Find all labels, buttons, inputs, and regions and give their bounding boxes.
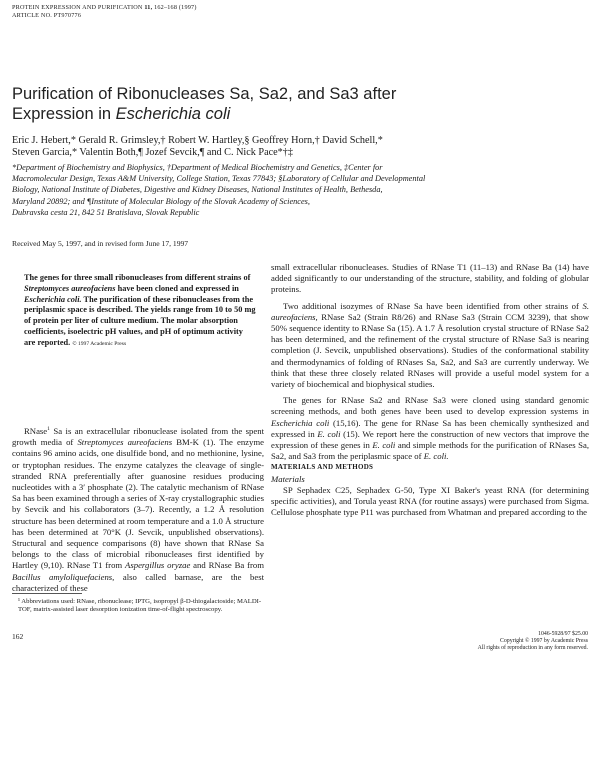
affiliation-line-1: *Department of Biochemistry and Biophysics, †Department of Medical Biochemistry and Genetics, ‡Center for: [12, 163, 383, 172]
intro-text-c: BM-K (1). The enzyme contains 96 amino acids, one disulfide bond, and no methionine, lysine, or tryptophan residues. The enzyme catalyzes the cleavage of single-stranded RNA preferentially after guanosine residues producing nucleotides with a 3′ phosphate (2). The catalytic mechanism of RNase Sa has been examined through a series of X-ray crystallographic studies by Sevcik and his collaborators (3–7). Recently, a 1.2 Å resolution structure has been determined at room temperature and a 1.0 Å structure has been determined at 70°K (J. Sevcik, unpublished observations). Structural and sequence comparisons (8) have shown that RNase Sa belongs to the class of microbial ribonucleases first identified by Hartley (9,10). RNase T1 from: [12, 437, 264, 571]
section-heading: MATERIALS AND METHODS: [271, 463, 374, 472]
running-head: [12, 4, 197, 20]
body-paragraph-4: SP Sephadex C25, Sephadex G-50, Type XI Baker's yeast RNA (for determining specific activities), and Torula yeast RNA (for routine assays) were purchased from Sigma. Cellulose phosphate type P11 was purchased from Whatman and prepared according to the: [271, 484, 589, 518]
p3-text-c: (15). We report here the construction of new vectors that improve the expression of these genes in: [271, 428, 589, 451]
author-list: [12, 135, 584, 160]
footnote-marker: 1: [47, 426, 50, 432]
abstract-organism-2: Escherichia coli.: [24, 294, 82, 304]
p3-text-b: (15,16). The gene for RNase Sa has been chemically synthesized and expressed in: [271, 417, 589, 439]
affiliation-line-4: Maryland 20892; and ¶Institute of Molecular Biology of the Slovak Academy of Sciences,: [12, 196, 310, 206]
title-prefix: Expression in: [12, 105, 116, 123]
intro-text-a: RNase: [24, 425, 48, 436]
title-line-2: [12, 104, 572, 124]
left-column: [12, 424, 264, 594]
authors-line-1: Eric J. Hebert,* Gerald R. Grimsley,† Robert W. Hartley,§ Geoffrey Horn,† David Schell,*: [12, 135, 383, 146]
intro-text-d: and RNase Ba from: [190, 560, 264, 571]
journal-name: PROTEIN EXPRESSION AND PURIFICATION: [12, 4, 143, 11]
p3-text-a: The genes for RNase Sa2 and RNase Sa3 were cloned using standard genomic screening methods, and both genes have been used to develop expression systems in: [271, 395, 589, 417]
page-number: 162: [12, 632, 24, 641]
abstract-organism-1: Streptomyces aureofaciens: [24, 283, 116, 293]
body-paragraph-3: [271, 395, 589, 462]
copyright-block: [366, 631, 588, 651]
p2-organism: S. aureofaciens,: [271, 300, 589, 322]
intro-organism-2: Aspergillus oryzae: [125, 560, 191, 571]
copyright-notice: Copyright © 1997 by Academic Press: [500, 637, 588, 644]
p2-text-b: RNase Sa2 (Strain R8/26) and RNase Sa3 (Strain CCM 3239), that show 50% sequence identity to RNase Sa (15). A 1.7 Å resolution crystal structure of RNase Sa2 has been determined, and the refinement of the crystal structure of RNase Sa3 is nearing completion (J. Sevcik, unpublished observations). Studies of the conformational stability and thermodynamics of folding of RNases Sa, Sa2, and Sa3 are currently underway. We think that these three closely related RNases will provide a useful model system for a variety of biochemical and biophysical studies.: [271, 311, 589, 390]
title-line-1: Purification of Ribonucleases Sa, Sa2, and Sa3 after: [12, 85, 397, 103]
p3-organism-4: E. coli.: [423, 451, 449, 462]
intro-organism-1: Streptomyces aureofaciens: [77, 437, 173, 448]
affiliation-line-2: Macromolecular Design, Texas A&M University, College Station, Texas 77843; §Laboratory of Cellular and Developmental: [12, 174, 426, 184]
body-paragraph-1: small extracellular ribonucleases. Studies of RNase T1 (11–13) and RNase Ba (14) have added significantly to our understanding of the structure, stability, and folding of globular proteins.: [271, 262, 589, 295]
article-number: ARTICLE NO. PT970776: [12, 12, 82, 19]
footnote: ¹ Abbreviations used: RNase, ribonuclease; IPTG, isopropyl β-D-thiogalactoside; MALDI-TOF, matrix-assisted laser desorption ionization time-of-flight spectroscopy.: [18, 598, 262, 614]
journal-line: [12, 4, 197, 12]
p3-organism-2: E. coli: [317, 428, 341, 439]
subsection-heading: Materials: [271, 473, 305, 484]
p3-text-d: and simple methods for the purification of RNases Sa, Sa2, and Sa3 from the periplasmic space of: [271, 440, 589, 462]
right-column: [271, 262, 589, 518]
affiliations: [12, 162, 584, 218]
p3-organism-1: Escherichia coli: [271, 417, 330, 428]
received-date: Received May 5, 1997, and in revised form June 17, 1997: [12, 239, 189, 248]
intro-text-e: also called barnase, are the best characterized of these: [12, 571, 264, 593]
abstract-text-1: The genes for three small ribonucleases from different strains of: [24, 273, 251, 282]
paper-title: [12, 84, 572, 124]
affiliation-line-5: Dubravska cesta 21, 842 51 Bratislava, Slovak Republic: [12, 207, 200, 217]
issn-price: 1046-5928/97 $25.00: [538, 631, 588, 637]
intro-text-b: Sa is an extracellular ribonuclease isolated from the spent growth media of: [12, 425, 264, 448]
affiliation-line-3: Biology, National Institute of Diabetes, Digestive and Kidney Diseases, National Institutes of Health, Bethesda,: [12, 185, 383, 195]
intro-organism-3: Bacillus amyloliquefaciens,: [12, 571, 115, 582]
footnote-rule: [12, 593, 82, 594]
abstract-text-3: The purification of these ribonucleases from the periplasmic space is described. The yields range from 10 to 50 mg of protein per liter of culture medium. The molar absorption coefficients, isoelectric pH values, and pH of optimum activity are reported.: [24, 294, 256, 347]
p2-text-a: Two additional isozymes of RNase Sa have been identified from other strains of: [283, 300, 583, 311]
abstract: [24, 273, 256, 350]
rights-notice: All rights of reproduction in any form reserved.: [477, 644, 588, 651]
body-paragraph-2: [271, 301, 589, 391]
journal-pages: 162–168 (1997): [154, 4, 197, 11]
journal-volume: 11,: [144, 4, 153, 11]
abstract-copyright: © 1997 Academic Press: [72, 340, 127, 347]
authors-line-2: Steven Garcia,* Valentin Both,¶ Jozef Sevcik,¶ and C. Nick Pace*†‡: [12, 147, 293, 159]
abstract-text-2: have been cloned and expressed in: [115, 283, 239, 293]
intro-paragraph: [12, 424, 264, 594]
title-organism: Escherichia coli: [115, 105, 231, 123]
p3-organism-3: E. coli: [372, 440, 396, 451]
